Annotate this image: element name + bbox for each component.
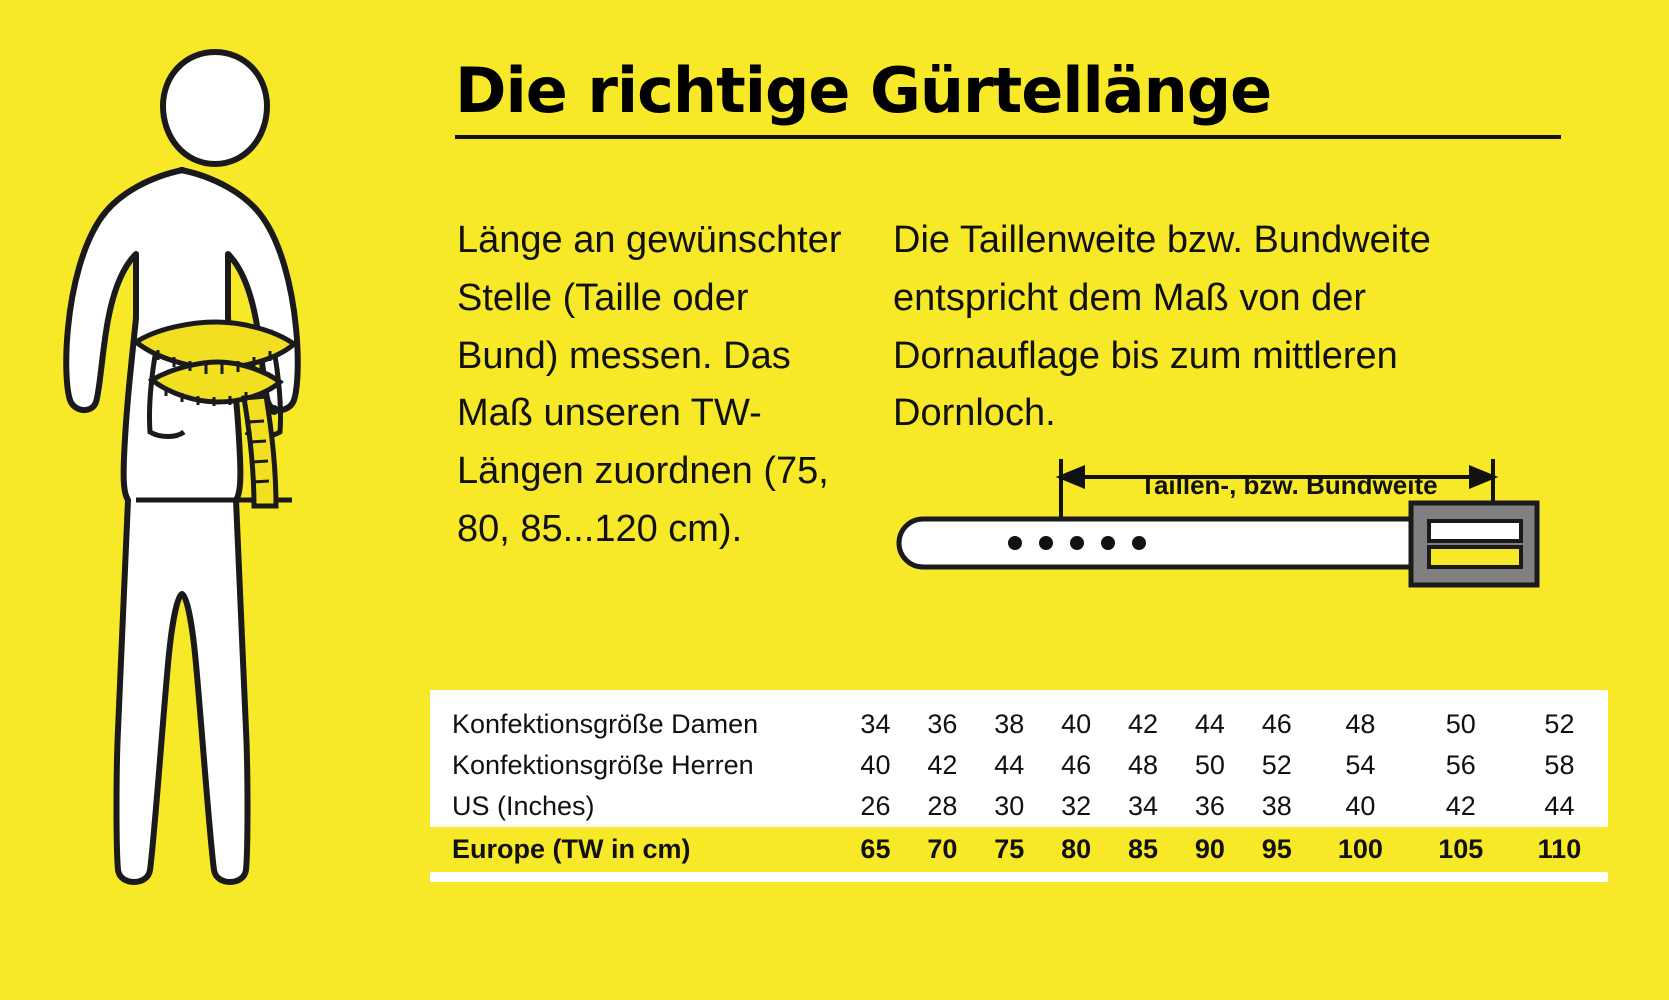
table-cell: 34 [1127,791,1159,821]
table-cell: 38 [994,709,1025,739]
table-cell: 36 [927,709,958,739]
table-cell: 38 [1261,791,1292,821]
table-cell: 40 [1061,709,1092,739]
body-figure-illustration [40,30,390,960]
table-cell: 50 [1445,709,1476,739]
belt-buckle [1411,503,1537,585]
table-cell: 52 [1544,709,1575,739]
sizes-table-body [430,704,1608,872]
table-row-label: Konfektionsgröße Herren [452,750,754,780]
table-cell: 32 [1061,791,1092,821]
table-row [430,786,1608,827]
table-cell: 40 [1345,791,1376,821]
table-cell: 85 [1127,834,1159,864]
table-cell: 44 [1544,791,1575,821]
title-block [455,54,1625,139]
table-cell: 70 [927,834,958,864]
table-cell: 110 [1537,834,1582,864]
table-row [430,745,1608,786]
table-cell: 65 [860,834,891,864]
table-cell: 26 [860,791,891,821]
table-cell: 100 [1337,834,1383,864]
table-cell: 34 [860,709,891,739]
table-cell: 95 [1261,834,1292,864]
table-row [430,827,1608,872]
table-cell: 80 [1061,834,1092,864]
table-cell: 42 [1127,709,1159,739]
table-cell: 44 [994,750,1025,780]
table-cell: 42 [1445,791,1476,821]
table-cell: 36 [1194,791,1225,821]
size-conversion-table [430,690,1608,882]
table-cell: 90 [1194,834,1225,864]
table-cell: 42 [927,750,958,780]
description-left: Länge an gewünschter Stelle (Taille oder Bund) messen. Das Maß unseren TW-Längen zuordnen (75, 80, 85...120 cm). [457,219,842,550]
table-row [430,704,1608,745]
table-row-label: US (Inches) [452,791,595,821]
description-right: Die Taillenweite bzw. Bundweite entspricht dem Maß von der Dornauflage bis zum mittleren Dornloch. [893,219,1431,435]
table-row-label: Konfektionsgröße Damen [452,709,759,739]
belt-strap [899,519,1479,567]
table-cell: 46 [1061,750,1092,780]
table-cell: 54 [1345,750,1376,780]
table-cell: 40 [860,750,891,780]
table-cell: 105 [1438,834,1484,864]
table-cell: 50 [1194,750,1225,780]
table-cell: 58 [1544,750,1575,780]
table-cell: 28 [927,791,958,821]
table-cell: 52 [1261,750,1292,780]
title-divider [455,135,1561,139]
table-cell: 75 [994,834,1025,864]
sizes-table [430,704,1608,872]
table-cell: 48 [1127,750,1159,780]
belt-measurement-label: Taillen-, bzw. Bundweite [1140,470,1438,500]
page-title: Die richtige Gürtellänge [455,54,1272,127]
table-cell: 30 [994,791,1025,821]
table-cell: 46 [1261,709,1292,739]
table-cell: 48 [1345,709,1376,739]
table-cell: 56 [1445,750,1476,780]
table-row-label: Europe (TW in cm) [452,834,691,864]
table-cell: 44 [1194,709,1225,739]
